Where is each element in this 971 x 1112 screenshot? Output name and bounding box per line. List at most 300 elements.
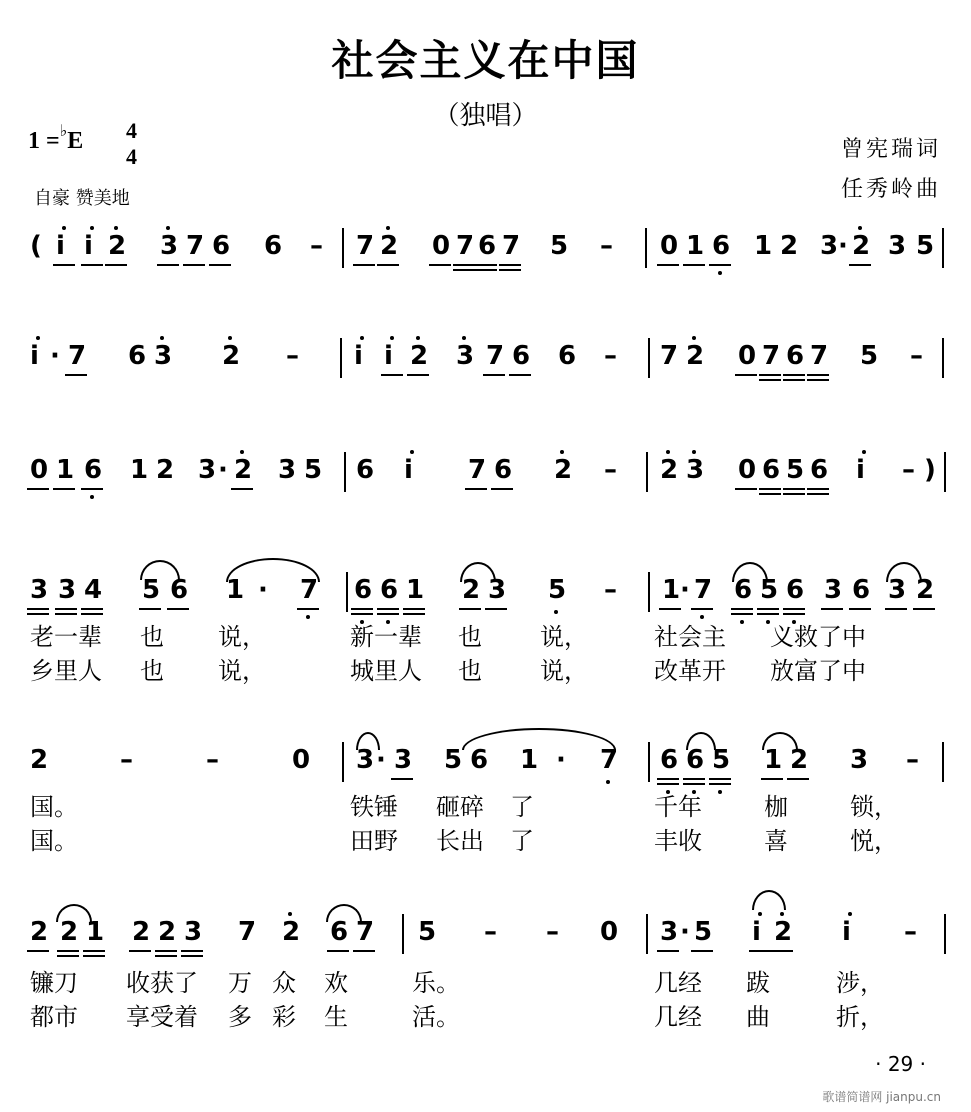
slur-arc xyxy=(56,904,92,922)
underline-beam xyxy=(759,488,781,490)
lyric-line: 镰刀 xyxy=(30,969,78,997)
note-glyph: 3 xyxy=(488,575,507,605)
lyricist-credit: 曾宪瑞词 xyxy=(840,137,941,162)
note-glyph: 2 xyxy=(686,341,705,371)
note-glyph: 6 xyxy=(356,455,375,485)
note-glyph: 6 xyxy=(852,575,871,605)
underline-beam xyxy=(683,264,705,266)
underline-beam xyxy=(209,264,231,266)
octave-dot-above xyxy=(692,450,696,454)
note-glyph: i xyxy=(30,341,39,371)
octave-dot-above xyxy=(386,226,390,230)
note-glyph: 1 xyxy=(56,455,75,485)
note-glyph: 5 xyxy=(444,745,463,775)
underline-beam xyxy=(167,608,189,610)
note-glyph: 0 xyxy=(600,917,619,947)
underline-beam xyxy=(849,608,871,610)
barline xyxy=(942,338,944,378)
note-glyph: 7 xyxy=(468,455,487,485)
underline-beam xyxy=(351,613,373,615)
underline-beam xyxy=(499,264,521,266)
lyric-line: 涉， xyxy=(836,969,884,997)
underline-beam xyxy=(129,950,151,952)
underline-beam xyxy=(353,950,375,952)
note-glyph: 3 xyxy=(660,917,679,947)
lyric-line: 了 xyxy=(510,793,534,821)
note-glyph: 2 xyxy=(554,455,573,485)
octave-dot-above xyxy=(758,912,762,916)
note-glyph: 7 xyxy=(456,231,475,261)
note-glyph: i xyxy=(84,231,93,261)
note-glyph: 3 xyxy=(456,341,475,371)
barline xyxy=(942,742,944,782)
underline-beam xyxy=(709,264,731,266)
note-glyph: · xyxy=(50,341,60,371)
underline-beam xyxy=(731,613,753,615)
underline-beam xyxy=(807,493,829,495)
key-signature xyxy=(28,123,84,155)
lyric-line: 说， xyxy=(218,657,266,685)
note-glyph: 3 xyxy=(184,917,203,947)
underline-beam xyxy=(783,493,805,495)
octave-dot-above xyxy=(858,226,862,230)
underline-beam xyxy=(757,613,779,615)
underline-beam xyxy=(807,379,829,381)
octave-dot-above xyxy=(862,450,866,454)
note-glyph: i xyxy=(856,455,865,485)
note-glyph: 7 xyxy=(186,231,205,261)
note-glyph: i xyxy=(404,455,413,485)
note-glyph: 1 xyxy=(86,917,105,947)
underline-beam xyxy=(83,950,105,952)
underline-beam xyxy=(53,488,75,490)
note-glyph: 6 xyxy=(478,231,497,261)
octave-dot-below xyxy=(700,615,704,619)
underline-beam xyxy=(759,493,781,495)
note-glyph: 6 xyxy=(494,455,513,485)
note-glyph: 6 xyxy=(470,745,489,775)
underline-beam xyxy=(913,608,935,610)
underline-beam xyxy=(327,950,349,952)
underline-beam xyxy=(749,950,771,952)
lyric-line: 义救了中 xyxy=(770,623,866,651)
octave-dot-above xyxy=(560,450,564,454)
meter-bottom: 4 xyxy=(126,144,137,169)
note-glyph: – xyxy=(904,917,917,947)
barline xyxy=(646,452,648,492)
underline-beam xyxy=(453,264,475,266)
barline xyxy=(346,572,348,612)
lyric-line: 都市 xyxy=(30,1003,78,1031)
note-glyph: – xyxy=(310,231,323,261)
note-glyph: 5 xyxy=(548,575,567,605)
underline-beam xyxy=(783,379,805,381)
note-glyph: 6 xyxy=(734,575,753,605)
note-glyph: 1 xyxy=(520,745,539,775)
lyric-line: 枷 xyxy=(764,793,788,821)
underline-beam xyxy=(709,778,731,780)
underline-beam xyxy=(27,613,49,615)
note-glyph: – xyxy=(902,455,915,485)
note-glyph: 3 xyxy=(160,231,179,261)
slur-arc xyxy=(462,728,616,750)
underline-beam xyxy=(453,269,475,271)
note-glyph: 3 xyxy=(356,745,375,775)
underline-beam xyxy=(821,608,843,610)
lyric-line: 城里人 xyxy=(350,657,422,685)
lyric-line: 收获了 xyxy=(126,969,198,997)
underline-beam xyxy=(783,374,805,376)
slur-arc xyxy=(732,562,768,582)
note-glyph: 6 xyxy=(660,745,679,775)
lyric-line: 田野 xyxy=(350,827,398,855)
note-glyph: 2 xyxy=(132,917,151,947)
lyric-line: 活。 xyxy=(412,1003,460,1031)
note-glyph: – xyxy=(206,745,219,775)
underline-beam xyxy=(55,613,77,615)
key-prefix: 1 = xyxy=(28,128,60,154)
underline-beam xyxy=(691,608,713,610)
underline-beam xyxy=(691,950,713,952)
underline-beam xyxy=(53,264,75,266)
underline-beam xyxy=(657,264,679,266)
underline-beam xyxy=(351,608,373,610)
note-glyph: 4 xyxy=(84,575,103,605)
note-glyph: i xyxy=(752,917,761,947)
octave-dot-below xyxy=(740,620,744,624)
note-glyph: 7 xyxy=(68,341,87,371)
octave-dot-below xyxy=(90,495,94,499)
note-glyph: 6 xyxy=(380,575,399,605)
lyric-line: 改革开 xyxy=(654,657,726,685)
octave-dot-below xyxy=(606,780,610,784)
underline-beam xyxy=(683,778,705,780)
underline-beam xyxy=(657,950,679,952)
lyric-line: 折， xyxy=(836,1003,884,1031)
note-glyph: 2 xyxy=(108,231,127,261)
note-glyph: – xyxy=(604,575,617,605)
note-glyph: 3 xyxy=(30,575,49,605)
song-subtitle: （独唱） xyxy=(433,101,538,131)
octave-dot-above xyxy=(228,336,232,340)
note-glyph: 2 xyxy=(158,917,177,947)
lyric-line: 说， xyxy=(540,657,588,685)
note-glyph: 7 xyxy=(238,917,257,947)
barline xyxy=(648,742,650,782)
note-glyph: 5 xyxy=(418,917,437,947)
underline-beam xyxy=(491,488,513,490)
octave-dot-above xyxy=(390,336,394,340)
octave-dot-above xyxy=(166,226,170,230)
underline-beam xyxy=(783,488,805,490)
octave-dot-above xyxy=(360,336,364,340)
lyric-line: 长出 xyxy=(436,827,484,855)
underline-beam xyxy=(81,608,103,610)
barline xyxy=(648,338,650,378)
underline-beam xyxy=(105,264,127,266)
note-glyph: 2 xyxy=(916,575,935,605)
octave-dot-above xyxy=(780,912,784,916)
lyric-line: 也 xyxy=(140,657,164,685)
note-glyph: i xyxy=(384,341,393,371)
underline-beam xyxy=(849,264,871,266)
underline-beam xyxy=(181,950,203,952)
underline-beam xyxy=(81,488,103,490)
note-glyph: 5 xyxy=(550,231,569,261)
lyric-line: 也 xyxy=(458,623,482,651)
note-glyph: 6 xyxy=(810,455,829,485)
note-glyph: 2 xyxy=(774,917,793,947)
lyric-line: 众 xyxy=(272,969,296,997)
note-glyph: 1 xyxy=(662,575,681,605)
barline xyxy=(342,742,344,782)
underline-beam xyxy=(353,264,375,266)
underline-beam xyxy=(403,613,425,615)
note-glyph: i xyxy=(354,341,363,371)
note-glyph: 6 xyxy=(264,231,283,261)
key-note: E xyxy=(67,128,84,154)
underline-beam xyxy=(381,374,403,376)
note-glyph: 6 xyxy=(762,455,781,485)
underline-beam xyxy=(57,950,79,952)
composer-credit: 任秀岭曲 xyxy=(840,177,941,202)
barline xyxy=(944,914,946,954)
lyric-line: 喜 xyxy=(764,827,788,855)
underline-beam xyxy=(787,778,809,780)
note-glyph: 2 xyxy=(156,455,175,485)
underline-beam xyxy=(735,488,757,490)
note-glyph: 6 xyxy=(786,575,805,605)
note-glyph: 7 xyxy=(810,341,829,371)
note-glyph: 2 xyxy=(282,917,301,947)
underline-beam xyxy=(709,783,731,785)
note-glyph: · xyxy=(258,575,268,605)
note-glyph: 6 xyxy=(212,231,231,261)
barline xyxy=(944,452,946,492)
note-glyph: 2 xyxy=(60,917,79,947)
note-glyph: 0 xyxy=(292,745,311,775)
lyric-line: 欢 xyxy=(324,969,348,997)
octave-dot-above xyxy=(160,336,164,340)
lyric-line: 社会主 xyxy=(654,623,726,651)
note-glyph: 3 xyxy=(888,575,907,605)
slur-arc xyxy=(686,732,716,750)
note-glyph: 0 xyxy=(738,341,757,371)
slur-arc xyxy=(460,562,496,582)
underline-beam xyxy=(57,955,79,957)
slur-arc xyxy=(762,732,798,750)
note-glyph: 7 xyxy=(600,745,619,775)
barline xyxy=(344,452,346,492)
note-glyph: · xyxy=(218,455,228,485)
underline-beam xyxy=(231,488,253,490)
note-glyph: 2 xyxy=(410,341,429,371)
underline-beam xyxy=(731,608,753,610)
note-glyph: · xyxy=(556,745,566,775)
slur-arc xyxy=(226,558,320,582)
slur-arc xyxy=(356,732,380,750)
page-number: · 29 · xyxy=(875,1052,926,1076)
note-glyph: 3 xyxy=(686,455,705,485)
note-glyph: 3 xyxy=(820,231,839,261)
note-glyph: 2 xyxy=(852,231,871,261)
note-glyph: 0 xyxy=(660,231,679,261)
lyric-line: 放富了中 xyxy=(770,657,866,685)
note-glyph: – xyxy=(120,745,133,775)
underline-beam xyxy=(475,264,497,266)
note-glyph: i xyxy=(842,917,851,947)
octave-dot-above xyxy=(36,336,40,340)
lyric-line: 彩 xyxy=(272,1003,296,1031)
lyric-line: 铁锤 xyxy=(350,793,398,821)
note-glyph: 6 xyxy=(712,231,731,261)
underline-beam xyxy=(761,778,783,780)
lyric-line: 说， xyxy=(540,623,588,651)
note-glyph: 3 xyxy=(888,231,907,261)
note-glyph: – xyxy=(286,341,299,371)
note-glyph: – xyxy=(910,341,923,371)
lyric-line: 几经 xyxy=(654,1003,702,1031)
lyric-line: 也 xyxy=(458,657,482,685)
note-glyph: – xyxy=(906,745,919,775)
underline-beam xyxy=(27,488,49,490)
note-glyph: 2 xyxy=(380,231,399,261)
lyric-line: 国。 xyxy=(30,793,78,821)
lyric-line: 千年 xyxy=(654,793,702,821)
note-glyph: 6 xyxy=(512,341,531,371)
underline-beam xyxy=(783,613,805,615)
note-glyph: · xyxy=(376,745,386,775)
note-glyph: 5 xyxy=(786,455,805,485)
barline xyxy=(646,914,648,954)
underline-beam xyxy=(757,608,779,610)
note-glyph: 7 xyxy=(694,575,713,605)
note-glyph: 7 xyxy=(356,917,375,947)
underline-beam xyxy=(657,778,679,780)
underline-beam xyxy=(391,778,413,780)
octave-dot-above xyxy=(848,912,852,916)
note-glyph: 2 xyxy=(462,575,481,605)
note-glyph: 3 xyxy=(394,745,413,775)
tempo-marking: 自豪 赞美地 xyxy=(34,188,130,209)
octave-dot-above xyxy=(692,336,696,340)
octave-dot-above xyxy=(90,226,94,230)
note-glyph: 2 xyxy=(660,455,679,485)
barline xyxy=(402,914,404,954)
note-glyph: 6 xyxy=(84,455,103,485)
underline-beam xyxy=(885,608,907,610)
underline-beam xyxy=(403,608,425,610)
note-glyph: 6 xyxy=(128,341,147,371)
lyric-line: 几经 xyxy=(654,969,702,997)
note-glyph: 3 xyxy=(154,341,173,371)
note-glyph: i xyxy=(56,231,65,261)
lyric-line: 砸碎 xyxy=(436,793,484,821)
octave-dot-above xyxy=(666,450,670,454)
note-glyph: – xyxy=(604,341,617,371)
octave-dot-above xyxy=(62,226,66,230)
underline-beam xyxy=(297,608,319,610)
underline-beam xyxy=(807,488,829,490)
note-glyph: 0 xyxy=(30,455,49,485)
note-glyph: 3 xyxy=(278,455,297,485)
lyric-line: 跋 xyxy=(746,969,770,997)
note-glyph: 2 xyxy=(30,917,49,947)
underline-beam xyxy=(807,374,829,376)
note-glyph: 3 xyxy=(850,745,869,775)
note-glyph: 2 xyxy=(222,341,241,371)
barline xyxy=(648,572,650,612)
note-glyph: 6 xyxy=(170,575,189,605)
underline-beam xyxy=(181,955,203,957)
underline-beam xyxy=(783,608,805,610)
slur-arc xyxy=(752,890,786,910)
note-glyph: 1 xyxy=(130,455,149,485)
note-glyph: 6 xyxy=(354,575,373,605)
lyric-line: 锁， xyxy=(850,793,898,821)
lyric-line: 生 xyxy=(324,1003,348,1031)
note-glyph: – xyxy=(600,231,613,261)
barline xyxy=(340,338,342,378)
lyric-line: 乡里人 xyxy=(30,657,102,685)
underline-beam xyxy=(157,264,179,266)
lyric-line: 享受着 xyxy=(126,1003,198,1031)
underline-beam xyxy=(759,379,781,381)
octave-dot-above xyxy=(240,450,244,454)
note-glyph: 2 xyxy=(30,745,49,775)
note-glyph: ( xyxy=(30,231,42,261)
note-glyph: 7 xyxy=(486,341,505,371)
note-glyph: 7 xyxy=(356,231,375,261)
underline-beam xyxy=(771,950,793,952)
octave-dot-above xyxy=(114,226,118,230)
slur-arc xyxy=(326,904,362,922)
underline-beam xyxy=(683,783,705,785)
note-glyph: 0 xyxy=(432,231,451,261)
underline-beam xyxy=(155,950,177,952)
note-glyph: 1 xyxy=(406,575,425,605)
barline xyxy=(645,228,647,268)
note-glyph: 5 xyxy=(916,231,935,261)
note-glyph: 5 xyxy=(694,917,713,947)
lyric-line: 说， xyxy=(218,623,266,651)
note-glyph: – xyxy=(484,917,497,947)
lyric-line: 丰收 xyxy=(654,827,702,855)
underline-beam xyxy=(27,950,49,952)
underline-beam xyxy=(377,613,399,615)
note-glyph: 3 xyxy=(58,575,77,605)
note-glyph: 6 xyxy=(686,745,705,775)
note-glyph: 5 xyxy=(142,575,161,605)
note-glyph: 7 xyxy=(502,231,521,261)
underline-beam xyxy=(81,613,103,615)
underline-beam xyxy=(183,264,205,266)
underline-beam xyxy=(55,608,77,610)
barline xyxy=(342,228,344,268)
lyric-line: 国。 xyxy=(30,827,78,855)
note-glyph: 5 xyxy=(304,455,323,485)
underline-beam xyxy=(735,374,757,376)
underline-beam xyxy=(407,374,429,376)
note-glyph: · xyxy=(680,917,690,947)
slur-arc xyxy=(140,560,180,580)
octave-dot-above xyxy=(416,336,420,340)
octave-dot-below xyxy=(718,790,722,794)
note-glyph: 5 xyxy=(712,745,731,775)
underline-beam xyxy=(429,264,451,266)
note-glyph: 5 xyxy=(760,575,779,605)
octave-dot-below xyxy=(554,610,558,614)
